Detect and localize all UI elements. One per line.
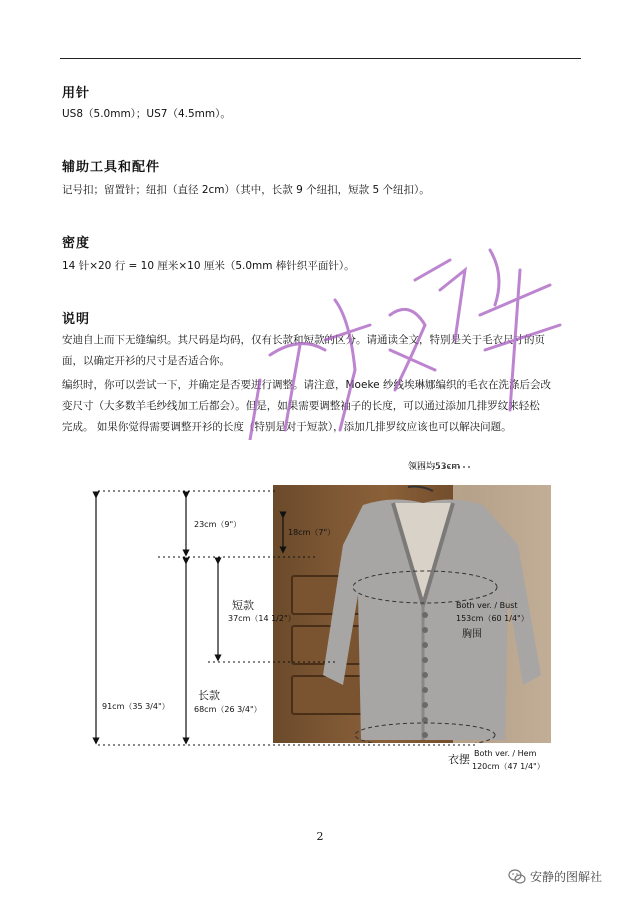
notions-text: 记号扣；留置针；纽扣（直径 2cm）（其中，长款 9 个纽扣，短款 5 个纽扣）。 xyxy=(62,184,430,196)
notes-line-3: 编织时，你可以尝试一下，并确定是否要进行调整。请注意，Moeke 纱线埃琳娜编织的毛衣在洗涤后会改 xyxy=(62,379,551,391)
header-rule xyxy=(60,58,581,59)
notes-line-4: 变尺寸（大多数羊毛纱线加工后都会）。但是，如果需要调整袖子的长度，可以通过添加几排罗纹来轻松 xyxy=(62,400,540,412)
needles-heading: 用针 xyxy=(62,86,91,101)
measure-18cm: 18cm（7"） xyxy=(288,528,336,537)
hem-label-en: Both ver. / Hem xyxy=(474,749,537,758)
measure-long: 68cm（26 3/4"） xyxy=(194,705,262,714)
wechat-icon xyxy=(508,869,526,885)
notes-heading: 说明 xyxy=(62,312,91,327)
notes-line-2: 面，以确定开衫的尺寸是否适合你。 xyxy=(62,355,230,367)
gauge-heading: 密度 xyxy=(62,236,91,251)
page-number: 2 xyxy=(316,830,324,843)
measure-short: 37cm（14 1/2"） xyxy=(228,614,296,623)
neck-label: 领围均53cm xyxy=(408,462,461,472)
measure-total: 91cm（35 3/4"） xyxy=(102,702,170,711)
brand-footer xyxy=(508,868,602,885)
hem-label-cn: 衣摆 xyxy=(448,753,470,766)
measure-23cm: 23cm（9"） xyxy=(194,520,242,529)
notes-line-1: 安迪自上而下无缝编织。其尺码是均码，仅有长款和短款的区分。请通读全文，特别是关于毛衣尺寸的页 xyxy=(62,334,545,346)
bust-label-en: Both ver. / Bust xyxy=(456,601,518,610)
notions-heading: 辅助工具和配件 xyxy=(62,160,161,175)
bust-label-cn: 胸围 xyxy=(462,629,482,640)
brand-name: 安静的图解社 xyxy=(530,870,603,884)
hem-measure: 120cm（47 1/4"） xyxy=(472,762,545,771)
gauge-text: 14 针×20 行 = 10 厘米×10 厘米（5.0mm 棒针织平面针）。 xyxy=(62,260,355,272)
short-label: 短款 xyxy=(232,599,254,612)
notes-line-5: 完成。 如果你觉得需要调整开衫的长度（特别是对于短款），添加几排罗纹应该也可以解决问题。 xyxy=(62,421,512,433)
bust-measure: 153cm（60 1/4"） xyxy=(456,614,529,623)
measurement-figure xyxy=(78,455,578,775)
needles-text: US8（5.0mm）；US7（4.5mm）。 xyxy=(62,108,231,120)
long-label: 长款 xyxy=(198,689,220,702)
